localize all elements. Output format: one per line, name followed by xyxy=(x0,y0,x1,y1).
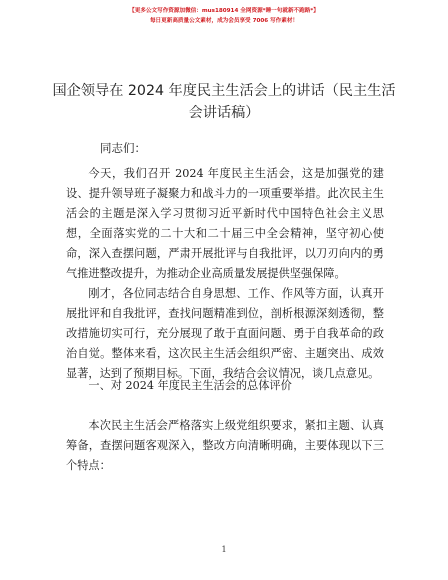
promo-banner-line-2: 每日更新高质量公文素材，成为会员享受 7006 写作素材！ xyxy=(149,18,299,24)
document-title: 国企领导在 2024 年度民主生活会上的讲话（民主生活会讲话稿） xyxy=(52,83,396,121)
section-heading: 一、对 2024 年度民主生活会的总体评价 xyxy=(88,379,292,392)
paragraph-opening: 今天，我们召开 2024 年度民主生活会，这是加强党的建设、提升领导班子凝聚力和战斗力的一项重要举措。此次民主生活会的主题是深入学习贯彻习近平新时代中国特色社会主义思想，全面落实党的二十大和二十届三中全会精神，坚守初心使命，深入查摆问题，严肃开展批评与自我批评，以刀刃向内的勇气推进整改提升，为推动企业高质量发展提供坚强保障。 xyxy=(66,167,384,280)
paragraph-evaluation: 本次民主生活会严格落实上级党组织要求，紧扣主题、认真筹备，查摆问题客观深入，整改方向清晰明确，主要体现以下三个特点： xyxy=(66,419,384,472)
page-number: 1 xyxy=(221,545,227,554)
promo-banner xyxy=(0,6,448,26)
promo-banner-line-1: 【更多公文写作资源加微信：mus180914 全网资源*睡一句就新不跑路*】 xyxy=(129,8,319,14)
paragraph-summary: 刚才，各位同志结合自身思想、工作、作风等方面，认真开展批评和自我批评，查找问题精准到位，剖析根源深刻透彻，整改措施切实可行，充分展现了敢于直面问题、勇于自我革命的政治自觉。整体来看，这次民主生活会组织严密、主题突出、成效显著，达到了预期目标。下面，我结合会议情况，谈几点意见。 xyxy=(66,287,384,380)
salutation: 同志们： xyxy=(100,141,146,155)
